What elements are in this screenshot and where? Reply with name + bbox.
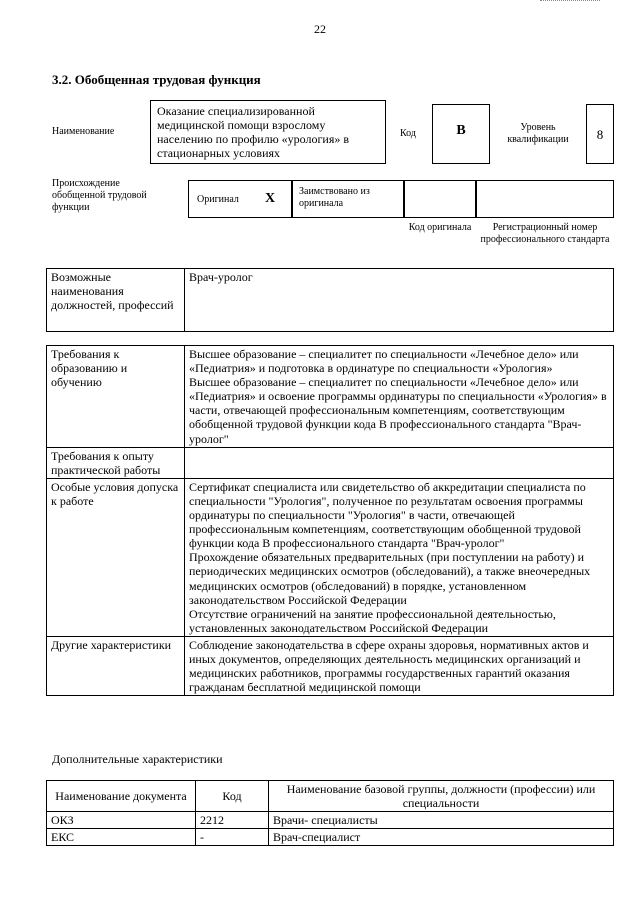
requirements-table	[46, 345, 614, 696]
additional-header-row	[47, 781, 614, 812]
special-value: Сертификат специалиста или свидетельство об аккредитации специалиста по специальности "Урология", полученное по результатам освоения программы ординатуры по специальности "Урология" в части, отвечающей профессиональным компетенциям, соответствующим обобщенной трудовой функции кода B профессионального стандарта "Врач-уролог" Прохождение обязательных предварительных (при поступлении на работу) и периодических медицинских осмотров (обследований), а также внеочередных медицинских осмотров (обследований) в порядке, установленном законодательством Российской Федерации Отсутствие ограничений на занятие профессиональной деятельностью, установленных законодательством Российской Федерации	[185, 478, 614, 636]
positions-table	[46, 268, 614, 332]
code-value: B	[456, 123, 466, 138]
header-doc: Наименование документа	[47, 781, 196, 812]
name-value-box	[150, 100, 386, 164]
requirements-row-special	[47, 478, 614, 636]
section-title: 3.2. Обобщенная трудовая функция	[52, 72, 261, 87]
other-label: Другие характеристики	[47, 636, 185, 695]
page-number: 22	[314, 22, 326, 36]
original-mark: X	[265, 191, 276, 206]
original-label: Оригинал	[197, 194, 239, 205]
okz-code: 2212	[196, 812, 269, 829]
scan-artifact	[540, 0, 600, 3]
table-row	[47, 812, 614, 829]
other-value: Соблюдение законодательства в сфере охраны здоровья, нормативных актов и иных документов, определяющих деятельность медицинских организаций и медицинских работников, программы государственных гарантий оказания гражданам бесплатной медицинской помощи	[185, 636, 614, 695]
requirements-row-experience	[47, 447, 614, 478]
header-group: Наименование базовой группы, должности (профессии) или специальности	[269, 781, 614, 812]
requirements-row-education	[47, 346, 614, 448]
level-box	[586, 104, 614, 164]
eks-doc: ЕКС	[47, 829, 196, 846]
borrowed-box	[292, 180, 404, 218]
okz-doc: ОКЗ	[47, 812, 196, 829]
code-label: Код	[400, 128, 416, 139]
requirements-row-other	[47, 636, 614, 695]
level-value: 8	[596, 127, 604, 142]
table-row	[47, 829, 614, 846]
borrowed-label: Заимствовано из оригинала	[299, 186, 370, 209]
education-value: Высшее образование – специалитет по специальности «Лечебное дело» или «Педиатрия» и подготовка в ординатуре по специальности «Урология» Высшее образование – специалитет по специальности «Лечебное дело» или «Педиатрия» и освоение программы ординатуры по специальности «Урология» в части, отвечающей профессиональным компетенциям, соответствующим обобщенной трудовой функции кода B профессионального стандарта "Врач-уролог"	[185, 346, 614, 448]
additional-title: Дополнительные характеристики	[52, 752, 223, 766]
eks-group: Врач-специалист	[269, 829, 614, 846]
header-code: Код	[196, 781, 269, 812]
education-label: Требования к образованию и обучению	[47, 346, 185, 448]
eks-code: -	[196, 829, 269, 846]
experience-label: Требования к опыту практической работы	[47, 447, 185, 478]
experience-value	[185, 447, 614, 478]
additional-table	[46, 780, 614, 846]
name-value: Оказание специализированной медицинской помощи взрослому населению по профилю «урология» в стационарных условиях	[157, 104, 350, 160]
origin-label: Происхождение обобщенной трудовой функции	[52, 178, 147, 213]
name-label: Наименование	[52, 126, 115, 137]
positions-label: Возможные наименования должностей, профессий	[47, 269, 185, 332]
code-box	[432, 104, 490, 164]
origin-code-box	[404, 180, 476, 218]
reg-caption: Регистрационный номер профессионального стандарта	[480, 222, 610, 245]
positions-value: Врач-уролог	[185, 269, 614, 332]
level-label: Уровень квалификации	[507, 122, 569, 145]
special-label: Особые условия допуска к работе	[47, 478, 185, 636]
code-caption: Код оригинала	[408, 222, 472, 233]
okz-group: Врачи- специалисты	[269, 812, 614, 829]
original-box	[188, 180, 292, 218]
positions-row	[47, 269, 614, 332]
reg-number-box	[476, 180, 614, 218]
